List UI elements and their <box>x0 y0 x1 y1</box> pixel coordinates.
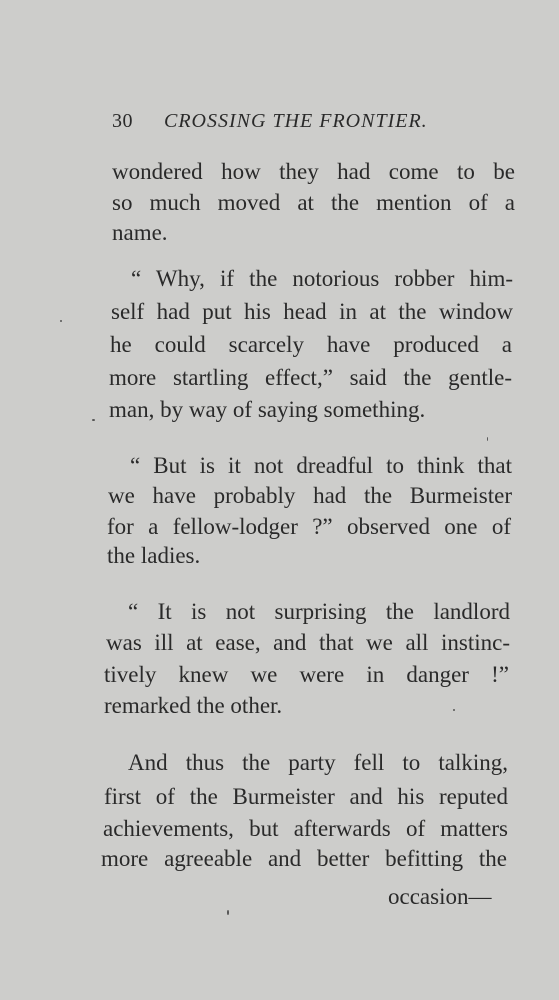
text-line: tively knew we were in danger !” <box>104 662 509 687</box>
text-line: man, by way of saying something. <box>109 397 426 422</box>
print-speck <box>92 419 95 421</box>
text-line: remarked the other. <box>104 693 283 718</box>
text-line: And thus the party fell to talking, <box>128 750 508 775</box>
text-line: was ill at ease, and that we all instinc- <box>106 630 510 655</box>
text-line: we have probably had the Burmeister <box>108 483 512 508</box>
text-line: first of the Burmeister and his reputed <box>104 784 508 809</box>
text-line: more startling effect,” said the gentle- <box>109 365 512 390</box>
text-line: name. <box>112 220 168 245</box>
text-line: so much moved at the mention of a <box>112 190 515 215</box>
catchword: occasion— <box>388 884 492 909</box>
text-line: more agreeable and better befitting the <box>101 846 507 871</box>
running-title: CROSSING THE FRONTIER. <box>164 110 428 132</box>
text-line: wondered how they had come to be <box>112 159 515 184</box>
text-line: “ But is it not dreadful to think that <box>130 453 512 478</box>
text-line: for a fellow-lodger ?” observed one of <box>107 514 511 539</box>
text-line: “ It is not surprising the landlord <box>128 599 510 624</box>
print-speck <box>453 709 455 711</box>
text-line: he could scarcely have produced a <box>110 332 512 357</box>
page-number: 30 <box>112 110 133 132</box>
print-speck <box>60 320 62 322</box>
print-speck <box>487 437 488 441</box>
text-line: achievements, but afterwards of matters <box>103 816 508 841</box>
text-line: “ Why, if the notorious robber him- <box>131 266 513 291</box>
text-line: the ladies. <box>107 543 201 568</box>
print-speck <box>227 910 229 915</box>
text-line: self had put his head in at the window <box>111 299 513 324</box>
